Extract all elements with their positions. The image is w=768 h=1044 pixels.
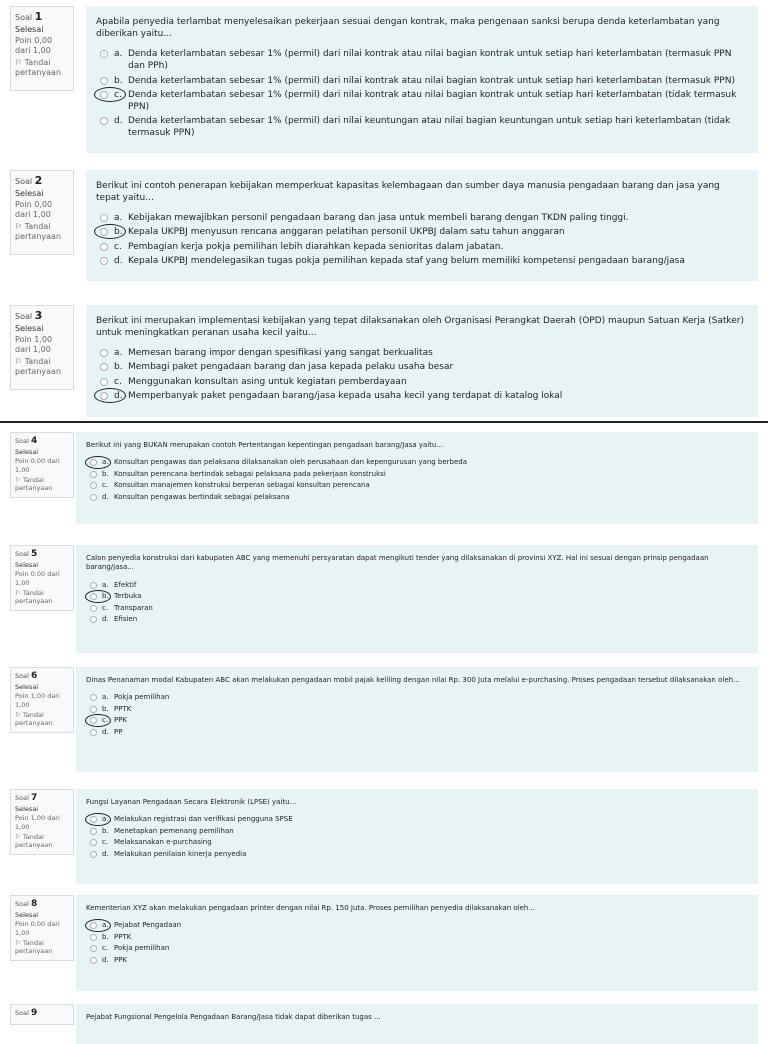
answer-options [86, 815, 746, 859]
answer-options [96, 48, 746, 139]
answer-option[interactable] [90, 716, 746, 725]
answer-options [86, 921, 746, 965]
question-info-panel [10, 305, 74, 390]
question-grade: Poin 0,00 dari 1,00 [15, 199, 53, 219]
question-info-panel [10, 170, 74, 255]
answer-text: Kepala UKPBJ mendelegasikan tugas pokja pemilihan kepada staf yang belum memiliki kompetensi pengadaan barang/jasa [128, 255, 685, 266]
question-text: Kementerian XYZ akan melakukan pengadaan printer dengan nilai Rp. 150 Juta. Proses pemilihan penyedia dilaksanakan oleh... [86, 904, 535, 912]
flag-question-link[interactable] [15, 833, 69, 849]
answer-text: Denda keterlambatan sebesar 1% (permil) dari nilai keuntungan atau nilai bagian keuntungan untuk setiap hari keterlambatan (tidak termasuk PPN) [128, 115, 731, 139]
question-number [15, 549, 69, 560]
answer-text: Terbuka [114, 592, 142, 601]
answer-text: Membagi paket pengadaan barang dan jasa kepada pelaku usaha besar [128, 362, 454, 373]
answer-text: Efektif [114, 580, 137, 589]
answer-letter: b. [102, 469, 109, 478]
question-text: Berikut ini contoh penerapan kebijakan memperkuat kapasitas kelembagaan dan sumber daya manusia pengadaan barang dan jasa yang tepat yaitu... [96, 181, 720, 204]
answer-radio[interactable] [90, 494, 97, 501]
answer-option[interactable] [90, 470, 746, 479]
answer-option[interactable] [100, 226, 746, 238]
question-block [0, 6, 768, 153]
answer-text: Menetapkan pemenang pemilihan [114, 826, 234, 835]
question-number [15, 671, 69, 682]
answer-letter: b. [102, 704, 109, 713]
question-info-panel [10, 789, 74, 855]
answer-option[interactable] [90, 838, 746, 847]
answer-letter: a. [102, 921, 109, 930]
answer-letter: d. [114, 115, 123, 126]
answer-radio[interactable] [100, 257, 108, 265]
answer-radio[interactable] [100, 243, 108, 251]
flag-question-link[interactable] [15, 476, 69, 492]
answer-text: PP [114, 727, 123, 736]
question-number-value: 9 [30, 1008, 38, 1018]
answer-radio[interactable] [100, 50, 108, 58]
answer-option[interactable] [90, 481, 746, 490]
answer-text: Efisien [114, 615, 138, 624]
question-number-value: 6 [30, 671, 38, 681]
question-state: Selesai [15, 805, 39, 814]
flag-icon: ⚐ [15, 475, 23, 484]
answer-radio[interactable] [90, 482, 97, 489]
answer-radio[interactable] [90, 593, 97, 600]
question-number [15, 899, 69, 910]
flag-label: Tandai pertanyaan [15, 475, 53, 492]
answer-option[interactable] [90, 615, 746, 624]
answer-letter: b. [114, 75, 123, 86]
answer-text: Menggunakan konsultan asing untuk kegiatan pemberdayaan [128, 376, 407, 387]
question-content [76, 545, 758, 653]
question-info-panel [10, 6, 74, 91]
answer-radio[interactable] [100, 228, 108, 236]
answer-letter: b. [102, 932, 109, 941]
flag-label: Tandai pertanyaan [15, 57, 62, 77]
question-number-value: 8 [30, 899, 38, 909]
answer-options [86, 581, 746, 625]
question-number-value: 5 [30, 549, 38, 559]
answer-option[interactable] [90, 604, 746, 613]
answer-radio[interactable] [100, 77, 108, 85]
answer-radio[interactable] [90, 471, 97, 478]
answer-option[interactable] [90, 728, 746, 737]
flag-question-link[interactable] [15, 222, 69, 242]
answer-text: Pokja pemilihan [114, 693, 170, 702]
answer-radio[interactable] [90, 945, 97, 952]
flag-label: Tandai pertanyaan [15, 832, 53, 849]
question-number-label: Soal [15, 312, 33, 321]
question-grade: Poin 1,00 dari 1,00 [15, 692, 60, 709]
question-text: Dinas Penanaman modal Kabupaten ABC akan melakukan pengadaan mobil pajak keliling dengan nilai Rp. 300 Juta melalui e-purchasing. Proses pengadaan tersebut dilaksanakan oleh... [86, 676, 740, 684]
question-number-label: Soal [15, 672, 29, 680]
question-number-value: 2 [34, 174, 43, 187]
question-grade: Poin 0,00 dari 1,00 [15, 570, 60, 587]
answer-letter: d. [102, 492, 109, 501]
answer-letter: d. [102, 615, 109, 624]
answer-text: Melakukan penilaian kinerja penyedia [114, 849, 247, 858]
flag-icon: ⚐ [15, 356, 25, 366]
screenshot-divider [0, 421, 768, 423]
answer-text: Transparan [114, 603, 153, 612]
answer-letter: c. [102, 481, 109, 490]
answer-text: Kepala UKPBJ menyusun rencana anggaran pelatihan personil UKPBJ dalam satu tahun anggaran [128, 227, 565, 238]
answer-option[interactable] [90, 944, 746, 953]
answer-radio[interactable] [90, 717, 97, 724]
question-text: Fungsi Layanan Pengadaan Secara Elektronik (LPSE) yaitu... [86, 798, 297, 806]
answer-text: PPK [114, 716, 128, 725]
flag-label: Tandai pertanyaan [15, 221, 62, 241]
answer-letter: c. [114, 89, 122, 100]
answer-option[interactable] [100, 361, 746, 373]
answer-option[interactable] [100, 115, 746, 139]
answer-letter: a. [102, 580, 109, 589]
answer-text: Kebijakan mewajibkan personil pengadaan barang dan jasa untuk membeli barang dengan TKDN paling tinggi. [128, 213, 629, 224]
question-content [86, 305, 758, 417]
answer-radio[interactable] [100, 214, 108, 222]
answer-option[interactable] [100, 89, 746, 113]
answer-letter: b. [102, 592, 109, 601]
answer-text: Denda keterlambatan sebesar 1% (permil) dari nilai kontrak atau nilai bagian kontrak untuk setiap hari keterlambatan (termasuk PPN) [128, 75, 735, 86]
answer-text: Melakukan registrasi dan verifikasi pengguna SPSE [114, 815, 293, 824]
question-grade: Poin 0,00 dari 1,00 [15, 35, 53, 55]
answer-options [96, 347, 746, 402]
answer-radio[interactable] [90, 828, 97, 835]
answer-radio[interactable] [90, 922, 97, 929]
flag-label: Tandai pertanyaan [15, 710, 53, 727]
answer-radio[interactable] [90, 729, 97, 736]
answer-option[interactable] [90, 850, 746, 859]
question-state: Selesai [15, 323, 44, 333]
answer-radio[interactable] [90, 616, 97, 623]
question-grade: Poin 1,00 dari 1,00 [15, 814, 60, 831]
answer-letter: c. [102, 838, 109, 847]
answer-option[interactable] [90, 815, 746, 824]
flag-question-link[interactable] [15, 939, 69, 955]
answer-option[interactable] [100, 255, 746, 267]
answer-option[interactable] [100, 376, 746, 388]
answer-letter: c. [114, 241, 122, 252]
answer-text: Konsultan pengawas bertindak sebagai pelaksana [114, 492, 290, 501]
answer-radio[interactable] [90, 605, 97, 612]
question-block [0, 789, 768, 884]
answer-radio[interactable] [100, 91, 108, 99]
question-info-panel [10, 895, 74, 961]
question-number-value: 3 [34, 309, 43, 322]
answer-radio[interactable] [90, 851, 97, 858]
answer-radio[interactable] [90, 694, 97, 701]
question-block [0, 895, 768, 991]
question-text: Berikut ini yang BUKAN merupakan contoh Pertentangan kepentingan pengadaan barang/Jasa yaitu... [86, 441, 444, 449]
answer-radio[interactable] [100, 378, 108, 386]
answer-options [86, 458, 746, 502]
flag-icon: ⚐ [15, 57, 25, 67]
question-block [0, 305, 768, 417]
answer-text: Memperbanyak paket pengadaan barang/jasa kepada usaha kecil yang terdapat di katalog lokal [128, 390, 563, 401]
flag-icon: ⚐ [15, 710, 23, 719]
answer-radio[interactable] [100, 392, 108, 400]
question-number-label: Soal [15, 550, 29, 558]
answer-text: Pejabat Pengadaan [114, 921, 182, 930]
answer-letter: c. [102, 716, 109, 725]
answer-letter: b. [114, 227, 123, 238]
question-text: Calon penyedia konstruksi dari kabupaten ABC yang memenuhi persyaratan dapat mengikuti tender yang dilaksanakan di provinsi XYZ. Hal ini sesuai dengan prinsip pengadaan barang/jasa... [86, 554, 709, 572]
answer-text: Konsultan manajemen konstruksi berperan sebagai konsultan perencana [114, 481, 370, 490]
question-number [15, 174, 69, 188]
flag-question-link[interactable] [15, 589, 69, 605]
flag-label: Tandai pertanyaan [15, 356, 62, 376]
question-number-label: Soal [15, 13, 33, 22]
answer-letter: d. [102, 849, 109, 858]
question-block [0, 545, 768, 653]
question-text: Berikut ini merupakan implementasi kebijakan yang tepat dilaksanakan oleh Organisasi Perangkat Daerah (OPD) maupun Satuan Kerja (Satker) untuk meningkatkan peranan usaha kecil yaitu... [96, 316, 745, 339]
answer-text: Memesan barang impor dengan spesifikasi yang sangat berkualitas [128, 348, 433, 359]
answer-option[interactable] [90, 827, 746, 836]
answer-text: Denda keterlambatan sebesar 1% (permil) dari nilai kontrak atau nilai bagian kontrak untuk setiap hari keterlambatan (tidak termasuk PPN) [128, 89, 737, 112]
answer-text: PPTK [114, 704, 132, 713]
question-grade: Poin 1,00 dari 1,00 [15, 334, 53, 354]
answer-text: PPK [114, 955, 128, 964]
flag-icon: ⚐ [15, 221, 25, 231]
question-number-value: 4 [30, 436, 38, 446]
answer-options [96, 212, 746, 267]
question-block [0, 432, 768, 524]
question-number-value: 1 [34, 10, 43, 23]
answer-option[interactable] [100, 48, 746, 72]
question-info-panel [10, 1004, 74, 1025]
question-number-label: Soal [15, 177, 33, 186]
answer-radio[interactable] [90, 582, 97, 589]
flag-question-link[interactable] [15, 711, 69, 727]
answer-letter: d. [102, 955, 109, 964]
answer-option[interactable] [90, 705, 746, 714]
answer-letter: a. [114, 213, 123, 224]
question-content [76, 789, 758, 884]
answer-text: Konsultan pengawas dan pelaksana dilaksanakan oleh perusahaan dan kepengurusan yang berbeda [114, 458, 468, 467]
answer-letter: a. [102, 815, 109, 824]
answer-letter: a. [102, 458, 109, 467]
question-text: Apabila penyedia terlambat menyelesaikan pekerjaan sesuai dengan kontrak, maka pengenaan sanksi berupa denda keterlambatan yang diberikan yaitu... [96, 17, 720, 40]
answer-text: PPTK [114, 932, 132, 941]
question-text: Pejabat Fungsional Pengelola Pengadaan Barang/Jasa tidak dapat diberikan tugas ... [86, 1013, 381, 1021]
answer-option[interactable] [90, 956, 746, 965]
answer-text: Pembagian kerja pokja pemilihan lebih diarahkan kepada senioritas dalam jabatan. [128, 241, 504, 252]
question-state: Selesai [15, 683, 39, 692]
question-block [0, 1004, 768, 1044]
flag-question-link[interactable] [15, 58, 69, 78]
answer-option[interactable] [90, 592, 746, 601]
answer-letter: a. [114, 348, 123, 359]
question-number-label: Soal [15, 794, 29, 802]
question-number [15, 309, 69, 323]
flag-label: Tandai pertanyaan [15, 938, 53, 955]
answer-option[interactable] [100, 212, 746, 224]
answer-option[interactable] [100, 75, 746, 87]
question-number-label: Soal [15, 1009, 29, 1017]
question-number [15, 10, 69, 24]
question-content [86, 170, 758, 281]
answer-option[interactable] [100, 241, 746, 253]
question-content [76, 667, 758, 772]
answer-radio[interactable] [90, 839, 97, 846]
answer-radio[interactable] [90, 934, 97, 941]
question-content [76, 895, 758, 991]
flag-label: Tandai pertanyaan [15, 588, 53, 605]
question-number [15, 1008, 69, 1019]
answer-letter: c. [102, 603, 109, 612]
answer-option[interactable] [90, 693, 746, 702]
answer-option[interactable] [90, 933, 746, 942]
question-state: Selesai [15, 24, 44, 34]
answer-letter: d. [102, 727, 109, 736]
question-number-label: Soal [15, 900, 29, 908]
question-content [86, 6, 758, 153]
answer-letter: a. [114, 49, 123, 60]
answer-radio[interactable] [100, 363, 108, 371]
answer-letter: d. [114, 255, 123, 266]
answer-option[interactable] [90, 458, 746, 467]
answer-option[interactable] [90, 493, 746, 502]
flag-question-link[interactable] [15, 357, 69, 377]
answer-option[interactable] [90, 921, 746, 930]
answer-text: Melaksanakan e-purchasing [114, 838, 212, 847]
answer-option[interactable] [90, 581, 746, 590]
answer-radio[interactable] [100, 349, 108, 357]
answer-letter: b. [114, 362, 123, 373]
answer-radio[interactable] [90, 957, 97, 964]
flag-icon: ⚐ [15, 832, 23, 841]
answer-letter: b. [102, 826, 109, 835]
question-state: Selesai [15, 561, 39, 570]
question-state: Selesai [15, 188, 44, 198]
question-number-value: 7 [30, 793, 38, 803]
question-number [15, 436, 69, 447]
answer-text: Pokja pemilihan [114, 944, 170, 953]
answer-radio[interactable] [90, 706, 97, 713]
answer-letter: c. [114, 376, 122, 387]
question-content [76, 432, 758, 524]
answer-radio[interactable] [100, 117, 108, 125]
question-content [76, 1004, 758, 1044]
question-info-panel [10, 432, 74, 498]
answer-text: Denda keterlambatan sebesar 1% (permil) dari nilai kontrak atau nilai bagian kontrak untuk setiap hari keterlambatan (termasuk PPN dan PPh) [128, 49, 732, 72]
question-block [0, 170, 768, 281]
answer-letter: c. [102, 944, 109, 953]
answer-option[interactable] [100, 390, 746, 402]
question-info-panel [10, 667, 74, 733]
question-grade: Poin 0,00 dari 1,00 [15, 920, 60, 937]
question-grade: Poin 0,00 dari 1,00 [15, 457, 60, 474]
flag-icon: ⚐ [15, 938, 23, 947]
answer-radio[interactable] [90, 816, 97, 823]
answer-radio[interactable] [90, 459, 97, 466]
question-number-label: Soal [15, 437, 29, 445]
answer-letter: d. [114, 390, 123, 401]
answer-letter: a. [102, 693, 109, 702]
flag-icon: ⚐ [15, 588, 23, 597]
answer-options [86, 693, 746, 737]
question-state: Selesai [15, 448, 39, 457]
answer-text: Konsultan perencana bertindak sebagai pelaksana pada pekerjaan konstruksi [114, 469, 386, 478]
question-block [0, 667, 768, 772]
question-state: Selesai [15, 911, 39, 920]
answer-option[interactable] [100, 347, 746, 359]
question-number [15, 793, 69, 804]
question-info-panel [10, 545, 74, 611]
